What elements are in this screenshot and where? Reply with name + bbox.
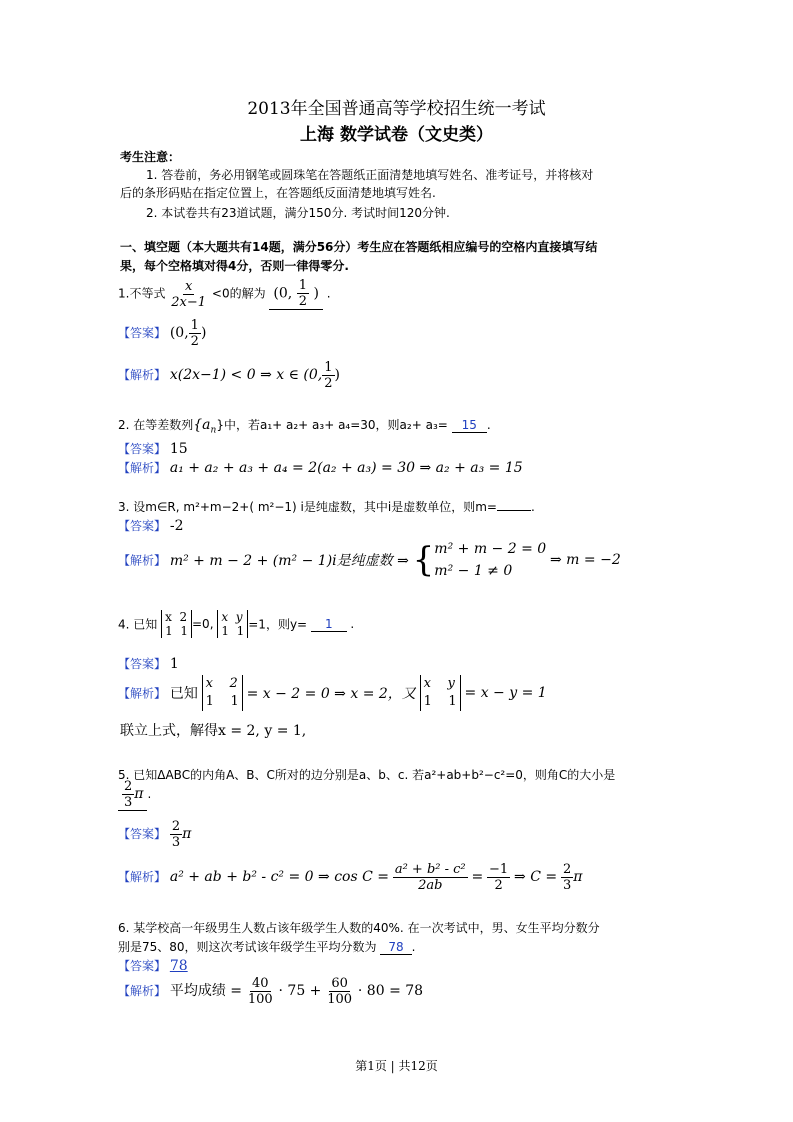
q6-f1-num: 40 (252, 976, 269, 991)
notice-heading: 考生注意： (120, 150, 181, 164)
answer-label: 【答案】 (118, 827, 167, 841)
q1-an-num: 1 (324, 360, 333, 375)
q3-system-eq2: m² − 1 ≠ 0 (434, 563, 513, 579)
q6-end: . (411, 940, 416, 954)
q5-end: . (147, 787, 152, 801)
q2-end: . (486, 418, 491, 432)
q6-analysis-pre: 平均成绩 = (169, 983, 243, 999)
q5-f1-den: 2ab (418, 878, 443, 893)
q6-post: · 80 = 78 (357, 983, 424, 999)
q3-system-eq1: m² + m − 2 = 0 (434, 541, 547, 557)
q2-analysis-text: a₁ + a₂ + a₃ + a₄ = 2(a₂ + a₃) = 30 ⇒ a₂ + a₃ = 15 (169, 460, 523, 476)
q4-d1-row2: 1 1 (165, 624, 188, 638)
q4-a-d2-row1: x y (423, 676, 455, 691)
question-6-line2 (118, 938, 415, 955)
brace-icon: { (412, 540, 435, 580)
q4-mid1: =0, (192, 617, 214, 631)
answer-label: 【答案】 (118, 959, 167, 973)
question-1 (118, 278, 331, 310)
q5-blank-line (118, 779, 151, 811)
q1-ans-den: 2 (190, 334, 199, 349)
analysis-label: 【解析】 (118, 686, 167, 701)
q4-a-d1-row1: x 2 (205, 676, 238, 691)
q4-d2-row1: x y (221, 610, 243, 624)
q4-analysis-det-1 (202, 675, 243, 711)
q4-d1-row1: x 2 (165, 610, 188, 624)
q5-analysis-pre: a² + ab + b² - c² = 0 ⇒ cos C = (169, 869, 389, 885)
q3-answer-value: -2 (169, 518, 184, 534)
q2-analysis (118, 459, 523, 476)
q1-answer-value: (0, (169, 325, 189, 341)
q2-seq-sub: n (210, 425, 217, 436)
q3-analysis-text: m² + m − 2 + (m² − 1)i是纯虚数 ⇒ (169, 553, 409, 569)
q6-analysis (118, 976, 423, 1007)
q3-answer (118, 517, 183, 534)
q2-answer-value: 15 (169, 441, 188, 457)
q3-analysis (118, 538, 621, 582)
q1-ans-num: 1 (190, 318, 199, 333)
q5-eq2: ⇒ C = (514, 869, 558, 885)
question-2 (118, 416, 491, 435)
q1-frac-num: x (185, 278, 193, 294)
q5-eq1: = (471, 869, 484, 885)
q4-analysis-mid: = x − 2 = 0 ⇒ x = 2，又 (246, 686, 416, 702)
q3-end: . (530, 500, 535, 514)
exam-title: 2013年全国普通高等学校招生统一考试 (247, 99, 546, 119)
q5-blank-den: 3 (124, 795, 133, 810)
q4-a-d1-row2: 1 1 (205, 694, 239, 709)
q4-blank: 1 (311, 617, 347, 632)
q3-text: 3. 设m∈R, m²+m−2+( m²−1) i是纯虚数，其中i是虚数单位，则m= (118, 500, 497, 514)
notice-item2: 2. 本试卷共有23道试题，满分150分. 考试时间120分钟. (146, 206, 450, 220)
q1-analysis (118, 360, 340, 391)
q1-middle: <0的解为 (211, 286, 266, 301)
page-footer: 第1页 | 共12页 (355, 1059, 438, 1073)
question-5: 5. 已知ΔABC的内角A、B、C所对的边分别是a、b、c. 若a²+ab+b²−c²=0，则角C的大小是 (118, 768, 616, 782)
question-3 (118, 498, 535, 515)
notice-item1-line2: 后的条形码贴在指定位置上，在答题纸反面清楚地填写姓名. (120, 186, 436, 200)
q4-analysis-pre: 已知 (169, 686, 198, 702)
q3-blank (497, 498, 531, 511)
q1-half-den: 2 (298, 294, 307, 309)
q1-blank-post: ) (313, 285, 319, 302)
q6-answer-value: 78 (169, 958, 188, 974)
q5-blank (118, 779, 147, 811)
q4-determinant-2 (217, 610, 248, 638)
q1-fraction (169, 279, 208, 310)
q6-f2-den: 100 (327, 992, 353, 1007)
analysis-label: 【解析】 (118, 984, 167, 998)
q4-mid2: =1，则y= (248, 617, 308, 632)
q4-analysis-end: = x − y = 1 (464, 685, 547, 701)
q5-blank-pi: π (134, 786, 144, 802)
q1-blank (269, 278, 322, 310)
q4-answer (118, 655, 179, 672)
analysis-label: 【解析】 (118, 553, 167, 568)
q1-analysis-text: x(2x−1) < 0 ⇒ x ∈ (0, (169, 367, 323, 383)
q2-blank: 15 (452, 418, 487, 433)
q2-text-pre: 2. 在等差数列 (118, 418, 194, 432)
q5-answer-pi: π (182, 826, 192, 842)
q5-f3-num: 2 (562, 862, 572, 877)
notice-item1-line1: 1. 答卷前，务必用钢笔或圆珠笔在答题纸正面清楚地填写姓名、准考证号，并将核对 (146, 168, 594, 182)
answer-label: 【答案】 (118, 657, 167, 671)
answer-label: 【答案】 (118, 519, 167, 533)
q4-analysis (118, 675, 547, 711)
q1-an-den: 2 (324, 376, 333, 391)
question-4 (118, 610, 354, 638)
q2-seq: {a (193, 417, 211, 433)
q1-frac-den: 2x−1 (171, 294, 207, 310)
q5-answer-num: 2 (171, 819, 181, 834)
q2-text-mid: }中，若a₁+ a₂+ a₃+ a₄=30，则a₂+ a₃= (216, 418, 448, 432)
q2-answer (118, 440, 188, 457)
q6-blank: 78 (380, 940, 411, 955)
exam-subtitle: 上海 数学试卷（文史类） (300, 125, 493, 145)
q5-answer-den: 3 (171, 835, 181, 850)
analysis-label: 【解析】 (118, 368, 167, 382)
section1-line1: 一、填空题（本大题共有14题，满分56分）考生应在答题纸相应编号的空格内直接填写结 (120, 240, 598, 254)
q1-answer-end: ) (200, 325, 207, 341)
q4-determinant-1 (161, 610, 192, 638)
q6-f1-den: 100 (247, 992, 273, 1007)
q4-end: . (350, 617, 355, 631)
q5-answer (118, 819, 191, 850)
q5-f2-num: −1 (489, 862, 509, 877)
q6-mid: · 75 + (278, 983, 322, 999)
q4-analysis-line2: 联立上式，解得x = 2, y = 1, (120, 723, 307, 739)
q1-prefix: 1.不等式 (118, 286, 166, 301)
q5-f3-den: 3 (562, 878, 572, 893)
q5-f2-den: 2 (494, 878, 503, 893)
answer-label: 【答案】 (118, 442, 167, 456)
q3-analysis-result: ⇒ m = −2 (550, 552, 621, 568)
q1-end: . (326, 286, 331, 301)
analysis-label: 【解析】 (118, 870, 167, 884)
q1-half-num: 1 (298, 278, 307, 293)
analysis-label: 【解析】 (118, 461, 167, 475)
q4-answer-value: 1 (169, 656, 179, 672)
q5-pi: π (573, 869, 583, 885)
q4-analysis-det-2 (420, 675, 461, 711)
q5-f1-num: a² + b² - c² (394, 862, 466, 877)
q1-analysis-end: ) (334, 367, 341, 383)
q6-answer (118, 957, 188, 974)
q4-prefix: 4. 已知 (118, 617, 158, 632)
q5-blank-num: 2 (124, 779, 133, 794)
q1-answer (118, 318, 206, 349)
section1-line2: 果，每个空格填对得4分，否则一律得零分. (120, 259, 349, 273)
q5-analysis (118, 862, 582, 893)
q6-line2-pre: 别是75、80，则这次考试该年级学生平均分数为 (118, 940, 377, 954)
q1-blank-pre: (0, (273, 285, 293, 302)
q6-f2-num: 60 (331, 976, 348, 991)
answer-label: 【答案】 (118, 326, 167, 340)
q4-d2-row2: 1 1 (221, 624, 245, 638)
question-6-line1: 6. 某学校高一年级男生人数占该年级学生人数的40%. 在一次考试中，男、女生平均分数分 (118, 921, 600, 935)
q4-a-d2-row2: 1 1 (423, 694, 457, 709)
